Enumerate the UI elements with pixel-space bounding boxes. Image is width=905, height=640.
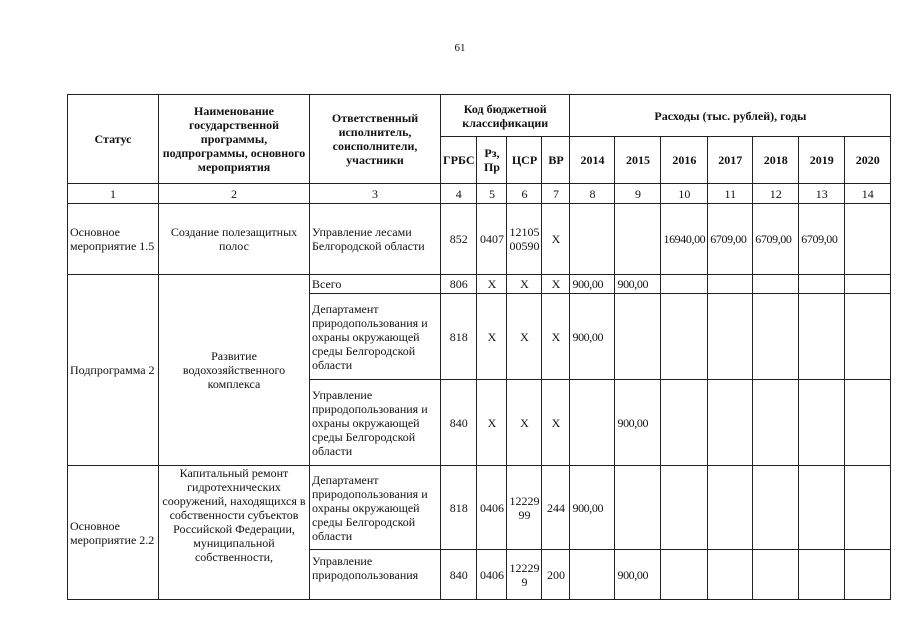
value-cell bbox=[661, 550, 708, 600]
vr-cell: X bbox=[542, 380, 570, 466]
vr-cell: X bbox=[542, 294, 570, 380]
rzpr-cell: 0406 bbox=[477, 466, 507, 550]
value-cell bbox=[799, 466, 845, 550]
column-number: 5 bbox=[477, 184, 507, 204]
header-year: 2014 bbox=[570, 137, 615, 184]
column-number: 9 bbox=[615, 184, 661, 204]
value-cell bbox=[799, 550, 845, 600]
csr-cell: 12105 00590 bbox=[507, 204, 542, 275]
vr-cell: X bbox=[542, 204, 570, 275]
column-number: 11 bbox=[708, 184, 753, 204]
column-number: 7 bbox=[542, 184, 570, 204]
csr-cell: 12229 99 bbox=[507, 466, 542, 550]
value-cell bbox=[799, 275, 845, 294]
header-year: 2018 bbox=[753, 137, 799, 184]
header-year: 2020 bbox=[845, 137, 891, 184]
executor-cell: Департамент природопользования и охраны окружающей среды Белгородской области bbox=[310, 466, 441, 550]
value-cell bbox=[661, 275, 708, 294]
value-cell: 900,00 bbox=[570, 275, 615, 294]
value-cell bbox=[615, 294, 661, 380]
csr-cell: X bbox=[507, 294, 542, 380]
grbs-cell: 840 bbox=[441, 550, 477, 600]
value-cell bbox=[753, 380, 799, 466]
column-number: 2 bbox=[159, 184, 310, 204]
value-cell bbox=[615, 204, 661, 275]
status-cell: Подпрограмма 2 bbox=[68, 275, 159, 466]
header-executor: Ответственный исполнитель, соисполнители, участники bbox=[310, 95, 441, 184]
value-cell bbox=[799, 380, 845, 466]
value-cell bbox=[753, 275, 799, 294]
rzpr-cell: X bbox=[477, 275, 507, 294]
column-number: 13 bbox=[799, 184, 845, 204]
value-cell bbox=[570, 204, 615, 275]
column-number: 8 bbox=[570, 184, 615, 204]
name-cell: Развитие водохозяйственного комплекса bbox=[159, 275, 310, 466]
status-cell: Основное мероприятие 1.5 bbox=[68, 204, 159, 275]
header-year: 2017 bbox=[708, 137, 753, 184]
name-cell: Создание полезащитных полос bbox=[159, 204, 310, 275]
value-cell: 900,00 bbox=[615, 275, 661, 294]
table-row bbox=[68, 466, 891, 550]
column-number: 3 bbox=[310, 184, 441, 204]
value-cell bbox=[615, 466, 661, 550]
value-cell bbox=[753, 466, 799, 550]
value-cell bbox=[708, 275, 753, 294]
value-cell bbox=[708, 466, 753, 550]
grbs-cell: 852 bbox=[441, 204, 477, 275]
rzpr-cell: X bbox=[477, 294, 507, 380]
executor-cell: Управление природопользования и охраны окружающей среды Белгородской области bbox=[310, 380, 441, 466]
table-row bbox=[68, 204, 891, 275]
header-rzpr: Рз, Пр bbox=[477, 137, 507, 184]
column-number: 14 bbox=[845, 184, 891, 204]
rzpr-cell: X bbox=[477, 380, 507, 466]
executor-cell: Управление природопользования bbox=[310, 550, 441, 600]
header-expenses: Расходы (тыс. рублей), годы bbox=[570, 95, 891, 137]
value-cell: 900,00 bbox=[615, 380, 661, 466]
value-cell: 16940,00 bbox=[661, 204, 708, 275]
header-year: 2016 bbox=[661, 137, 708, 184]
vr-cell: 200 bbox=[542, 550, 570, 600]
grbs-cell: 840 bbox=[441, 380, 477, 466]
header-grbs: ГРБС bbox=[441, 137, 477, 184]
table-row bbox=[68, 275, 891, 294]
column-number: 10 bbox=[661, 184, 708, 204]
value-cell bbox=[845, 380, 891, 466]
value-cell bbox=[661, 294, 708, 380]
vr-cell: 244 bbox=[542, 466, 570, 550]
rzpr-cell: 0407 bbox=[477, 204, 507, 275]
csr-cell: X bbox=[507, 380, 542, 466]
value-cell: 6709,00 bbox=[753, 204, 799, 275]
value-cell: 6709,00 bbox=[708, 204, 753, 275]
value-cell bbox=[708, 550, 753, 600]
header-year: 2019 bbox=[799, 137, 845, 184]
value-cell: 900,00 bbox=[570, 466, 615, 550]
value-cell bbox=[708, 294, 753, 380]
executor-cell: Управление лесами Белгородской области bbox=[310, 204, 441, 275]
column-number: 12 bbox=[753, 184, 799, 204]
rzpr-cell: 0406 bbox=[477, 550, 507, 600]
value-cell bbox=[661, 380, 708, 466]
csr-cell: X bbox=[507, 275, 542, 294]
value-cell: 900,00 bbox=[570, 294, 615, 380]
budget-table bbox=[67, 94, 891, 600]
executor-cell: Департамент природопользования и охраны окружающей среды Белгородской области bbox=[310, 294, 441, 380]
value-cell bbox=[753, 550, 799, 600]
column-number: 4 bbox=[441, 184, 477, 204]
value-cell bbox=[753, 294, 799, 380]
grbs-cell: 818 bbox=[441, 294, 477, 380]
value-cell bbox=[845, 550, 891, 600]
header-vr: ВР bbox=[542, 137, 570, 184]
header-status: Статус bbox=[68, 95, 159, 184]
page-number: 61 bbox=[454, 42, 466, 54]
value-cell bbox=[570, 550, 615, 600]
grbs-cell: 806 bbox=[441, 275, 477, 294]
column-number-row bbox=[68, 184, 891, 204]
value-cell bbox=[845, 275, 891, 294]
value-cell bbox=[661, 466, 708, 550]
grbs-cell: 818 bbox=[441, 466, 477, 550]
status-cell: Основное мероприятие 2.2 bbox=[68, 466, 159, 600]
header-year: 2015 bbox=[615, 137, 661, 184]
value-cell: 900,00 bbox=[615, 550, 661, 600]
column-number: 6 bbox=[507, 184, 542, 204]
name-cell: Капитальный ремонт гидротехнических сооружений, находящихся в собственности субъектов Российской Федерации, муниципальной собственности, bbox=[159, 466, 310, 600]
value-cell bbox=[845, 466, 891, 550]
executor-cell: Всего bbox=[310, 275, 441, 294]
value-cell bbox=[708, 380, 753, 466]
value-cell bbox=[570, 380, 615, 466]
column-number: 1 bbox=[68, 184, 159, 204]
header-budget-code: Код бюджетной классификации bbox=[441, 95, 570, 137]
vr-cell: X bbox=[542, 275, 570, 294]
value-cell bbox=[799, 294, 845, 380]
csr-cell: 12229 9 bbox=[507, 550, 542, 600]
value-cell bbox=[845, 294, 891, 380]
header-csr: ЦСР bbox=[507, 137, 542, 184]
value-cell: 6709,00 bbox=[799, 204, 845, 275]
value-cell bbox=[845, 204, 891, 275]
header-name: Наименование государственной программы, подпрограммы, основного мероприятия bbox=[159, 95, 310, 184]
